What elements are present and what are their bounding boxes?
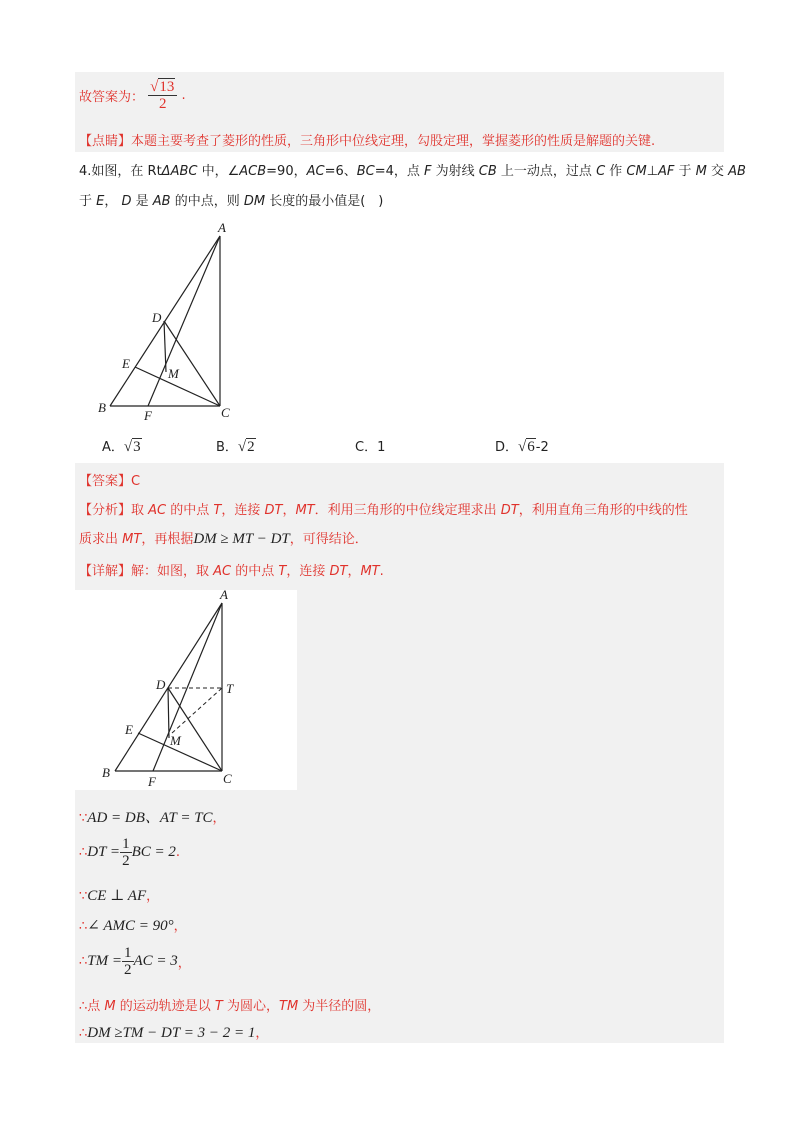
label-A: A xyxy=(220,588,228,602)
step-4: ∴∠ AMC = 90°， xyxy=(79,918,187,934)
label-C: C xyxy=(223,771,232,786)
step-3: ∵CE ⊥ AF， xyxy=(79,888,160,904)
option-c[interactable]: C．1 xyxy=(355,440,386,455)
comment-text: 本题主要考查了菱形的性质，三角形中位线定理，勾股定理，掌握菱形的性质是解题的关键. xyxy=(131,134,656,149)
answer-line: 【答案】C xyxy=(79,474,141,489)
label-F: F xyxy=(148,774,156,788)
question-figure xyxy=(90,220,250,425)
step-1: ∵AD = DB、AT = TC， xyxy=(79,810,226,826)
label-F: F xyxy=(144,408,152,423)
label-D: D xyxy=(152,310,162,325)
step-2: ∴DT = $\frac{1}{2}$ BC = 2. xyxy=(79,836,180,869)
question-line-1: 4.如图，在 RtΔABC 中，∠ACB=90，AC=6、BC=4，点 F 为射线 CB 上一动点，过点 C 作 CM⊥AF 于 M 交 AB xyxy=(79,164,746,179)
answer-prefix: 故答案为： xyxy=(79,90,145,105)
label-A: A xyxy=(218,220,226,235)
segment-MT-dashed xyxy=(172,688,222,733)
comment-line xyxy=(79,130,655,149)
step-5: ∴TM = $\frac{1}{2}$ AC = 3， xyxy=(79,945,191,978)
label-T: T xyxy=(226,681,234,696)
solution-figure xyxy=(90,588,290,788)
analysis-line-2: 质求出 MT，再根据DM ≥ MT − DT，可得结论． xyxy=(79,531,368,547)
analysis-line-1: 【分析】取 AC 的中点 T，连接 DT，MT．利用三角形的中位线定理求出 DT，利用直角三角形的中线的性 xyxy=(79,503,688,518)
detail-line: 【详解】解：如图，取 AC 的中点 T，连接 DT，MT. xyxy=(79,564,384,579)
label-B: B xyxy=(98,400,106,415)
option-b[interactable]: B．√2 xyxy=(216,439,255,455)
answer-denominator: 2 xyxy=(159,96,167,112)
segment-DM xyxy=(168,688,169,738)
label-C: C xyxy=(221,405,230,420)
question-line-2: 于 E， D 是 AB 的中点，则 DM 长度的最小值是( ) xyxy=(79,194,384,209)
label-E: E xyxy=(122,356,130,371)
step-7: ∴DM ≥TM − DT = 3 − 2 = 1， xyxy=(79,1025,269,1041)
label-M: M xyxy=(168,366,179,381)
options-row xyxy=(90,436,690,458)
answer-radicand: 13 xyxy=(159,79,175,95)
step-6: ∴点 M 的运动轨迹是以 T 为圆心，TM 为半径的圆， xyxy=(79,999,381,1014)
label-M: M xyxy=(170,733,181,748)
previous-answer-line xyxy=(79,79,186,112)
comment-tag: 【点睛】 xyxy=(79,134,132,149)
label-D: D xyxy=(156,677,166,692)
option-a[interactable]: A．√3 xyxy=(102,439,141,455)
label-E: E xyxy=(125,722,133,737)
option-d[interactable]: D．√6-2 xyxy=(495,439,549,455)
label-B: B xyxy=(102,765,110,780)
answer-fraction: $\frac{√13}{2}$ xyxy=(148,79,177,112)
answer-suffix: . xyxy=(181,88,186,103)
